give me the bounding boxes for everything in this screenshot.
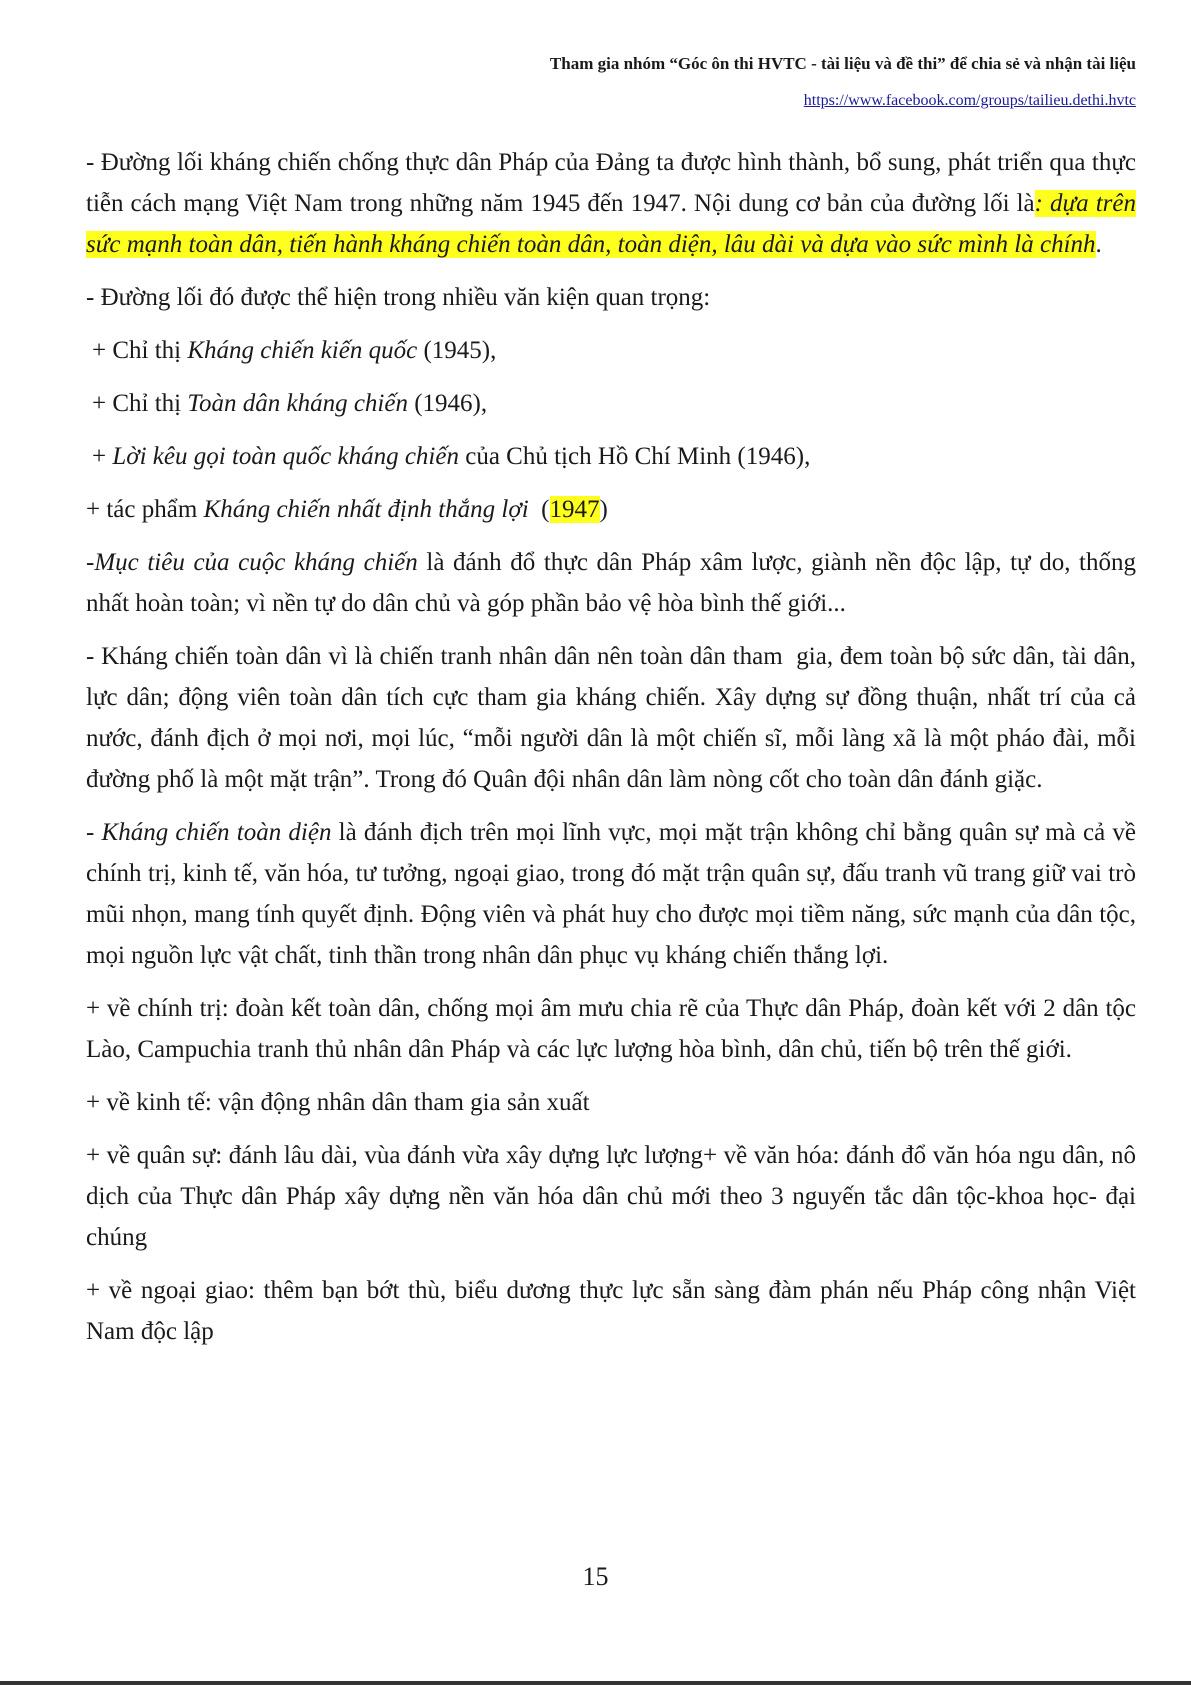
item-text: + Chỉ thị: [92, 390, 188, 417]
paragraph-politics: + về chính trị: đoàn kết toàn dân, chống mọi âm mưu chia rẽ của Thực dân Pháp, đoàn kết với 2 dân tộc Lào, Campuchia tranh thủ nhân dân Pháp và các lực lượng hòa bình, dân chủ, tiến bộ trên thế giới.: [86, 995, 1136, 1063]
item-text: (1945),: [417, 337, 497, 364]
highlighted-year: 1947: [549, 496, 600, 523]
item-text: (: [528, 496, 550, 523]
item-text: + Chỉ thị: [92, 337, 188, 364]
paragraph-military-culture: + về quân sự: đánh lâu dài, vùa đánh vừa xây dựng lực lượng+ về văn hóa: đánh đổ văn hóa ngu dân, nô dịch của Thực dân Pháp xây dựng nền văn hóa dân chủ mới theo 3 nguyến tắc dân tộc-khoa học- đại chúng: [86, 1142, 1136, 1251]
italic-term: -Mục tiêu của cuộc kháng chiến: [86, 549, 418, 576]
page-bottom-divider: [0, 1681, 1191, 1685]
paragraph-goal: [86, 542, 1136, 624]
list-item-document: [86, 330, 1136, 371]
list-item-document: [86, 436, 1136, 477]
header-title: Tham gia nhóm “Góc ôn thi HVTC - tài liệu và đề thi” để chia sẻ và nhận tài liệu: [549, 54, 1136, 73]
list-item-document: [86, 489, 1136, 530]
paragraph-economy: + về kinh tế: vận động nhân dân tham gia sản xuất: [86, 1089, 590, 1116]
item-text: ): [599, 496, 608, 523]
item-text: (1946),: [407, 390, 488, 417]
list-item-document: [86, 383, 1136, 424]
document-title: Kháng chiến kiến quốc: [187, 337, 418, 364]
document-title: Lời kêu gọi toàn quốc kháng chiến: [112, 443, 459, 470]
paragraph-text: -: [86, 819, 102, 846]
group-link[interactable]: https://www.facebook.com/groups/tailieu.dethi.hvtc: [803, 92, 1136, 109]
paragraph-text: là đánh đổ thực dân Pháp xâm lược, giành nền độc lập, tự do, thống nhất hoàn toàn; vì nền tự do dân chủ và góp phần bảo vệ hòa bình thế giới...: [86, 549, 1136, 617]
paragraph-total-resistance: - Kháng chiến toàn dân vì là chiến tranh nhân dân nên toàn dân tham gia, đem toàn bộ sức dân, tài dân, lực dân; động viên toàn dân tích cực tham gia kháng chiến. Xây dựng sự đồng thuận, nhất trí của cả nước, đánh địch ở mọi nơi, mọi lúc, “mỗi người dân là một chiến sĩ, mỗi làng xã là một pháo đài, mỗi đường phố là một mặt trận”. Trong đó Quân đội nhân dân làm nòng cốt cho toàn dân đánh giặc.: [86, 643, 1143, 793]
highlighted-text: : dựa trên sức mạnh toàn dân, tiến hành kháng chiến toàn dân, toàn diện, lâu dài và dựa vào sức mình là chính: [86, 190, 1136, 258]
paragraph-resistance-line: [86, 142, 1136, 265]
paragraph-text: .: [1095, 231, 1102, 258]
paragraph-text: là đánh địch trên mọi lĩnh vực, mọi mặt trận không chỉ bằng quân sự mà cả về chính trị, kinh tế, văn hóa, tư tưởng, ngoại giao, trong đó mặt trận quân sự, đấu tranh vũ trang giữ vai trò mũi nhọn, mang tính quyết định. Động viên và phát huy cho được mọi tiềm năng, sức mạnh của dân tộc, mọi nguồn lực vật chất, tinh thần trong nhân dân phục vụ kháng chiến thắng lợi.: [86, 819, 1136, 969]
italic-term: Kháng chiến toàn diện: [101, 819, 332, 846]
page-number: 15: [582, 1562, 609, 1591]
paragraph-text: - Đường lối kháng chiến chống thực dân Pháp của Đảng ta được hình thành, bổ sung, phát triển qua thực tiễn cách mạng Việt Nam trong những năm 1945 đến 1947. Nội dung cơ bản của đường lối là: [86, 149, 1136, 217]
document-body: [86, 142, 1143, 1364]
paragraph-comprehensive-resistance: [86, 812, 1136, 976]
paragraph-documents-intro: - Đường lối đó được thể hiện trong nhiều văn kiện quan trọng:: [86, 284, 711, 311]
item-text: của Chủ tịch Hồ Chí Minh (1946),: [458, 443, 811, 470]
document-title: Toàn dân kháng chiến: [187, 390, 408, 417]
item-text: +: [92, 443, 113, 470]
document-title: Kháng chiến nhất định thắng lợi: [203, 496, 529, 523]
paragraph-diplomacy: + về ngoại giao: thêm bạn bớt thù, biểu dương thực lực sẵn sàng đàm phán nếu Pháp công nhận Việt Nam độc lập: [86, 1277, 1136, 1345]
item-text: + tác phẩm: [86, 496, 204, 523]
page-header: [550, 52, 1136, 113]
